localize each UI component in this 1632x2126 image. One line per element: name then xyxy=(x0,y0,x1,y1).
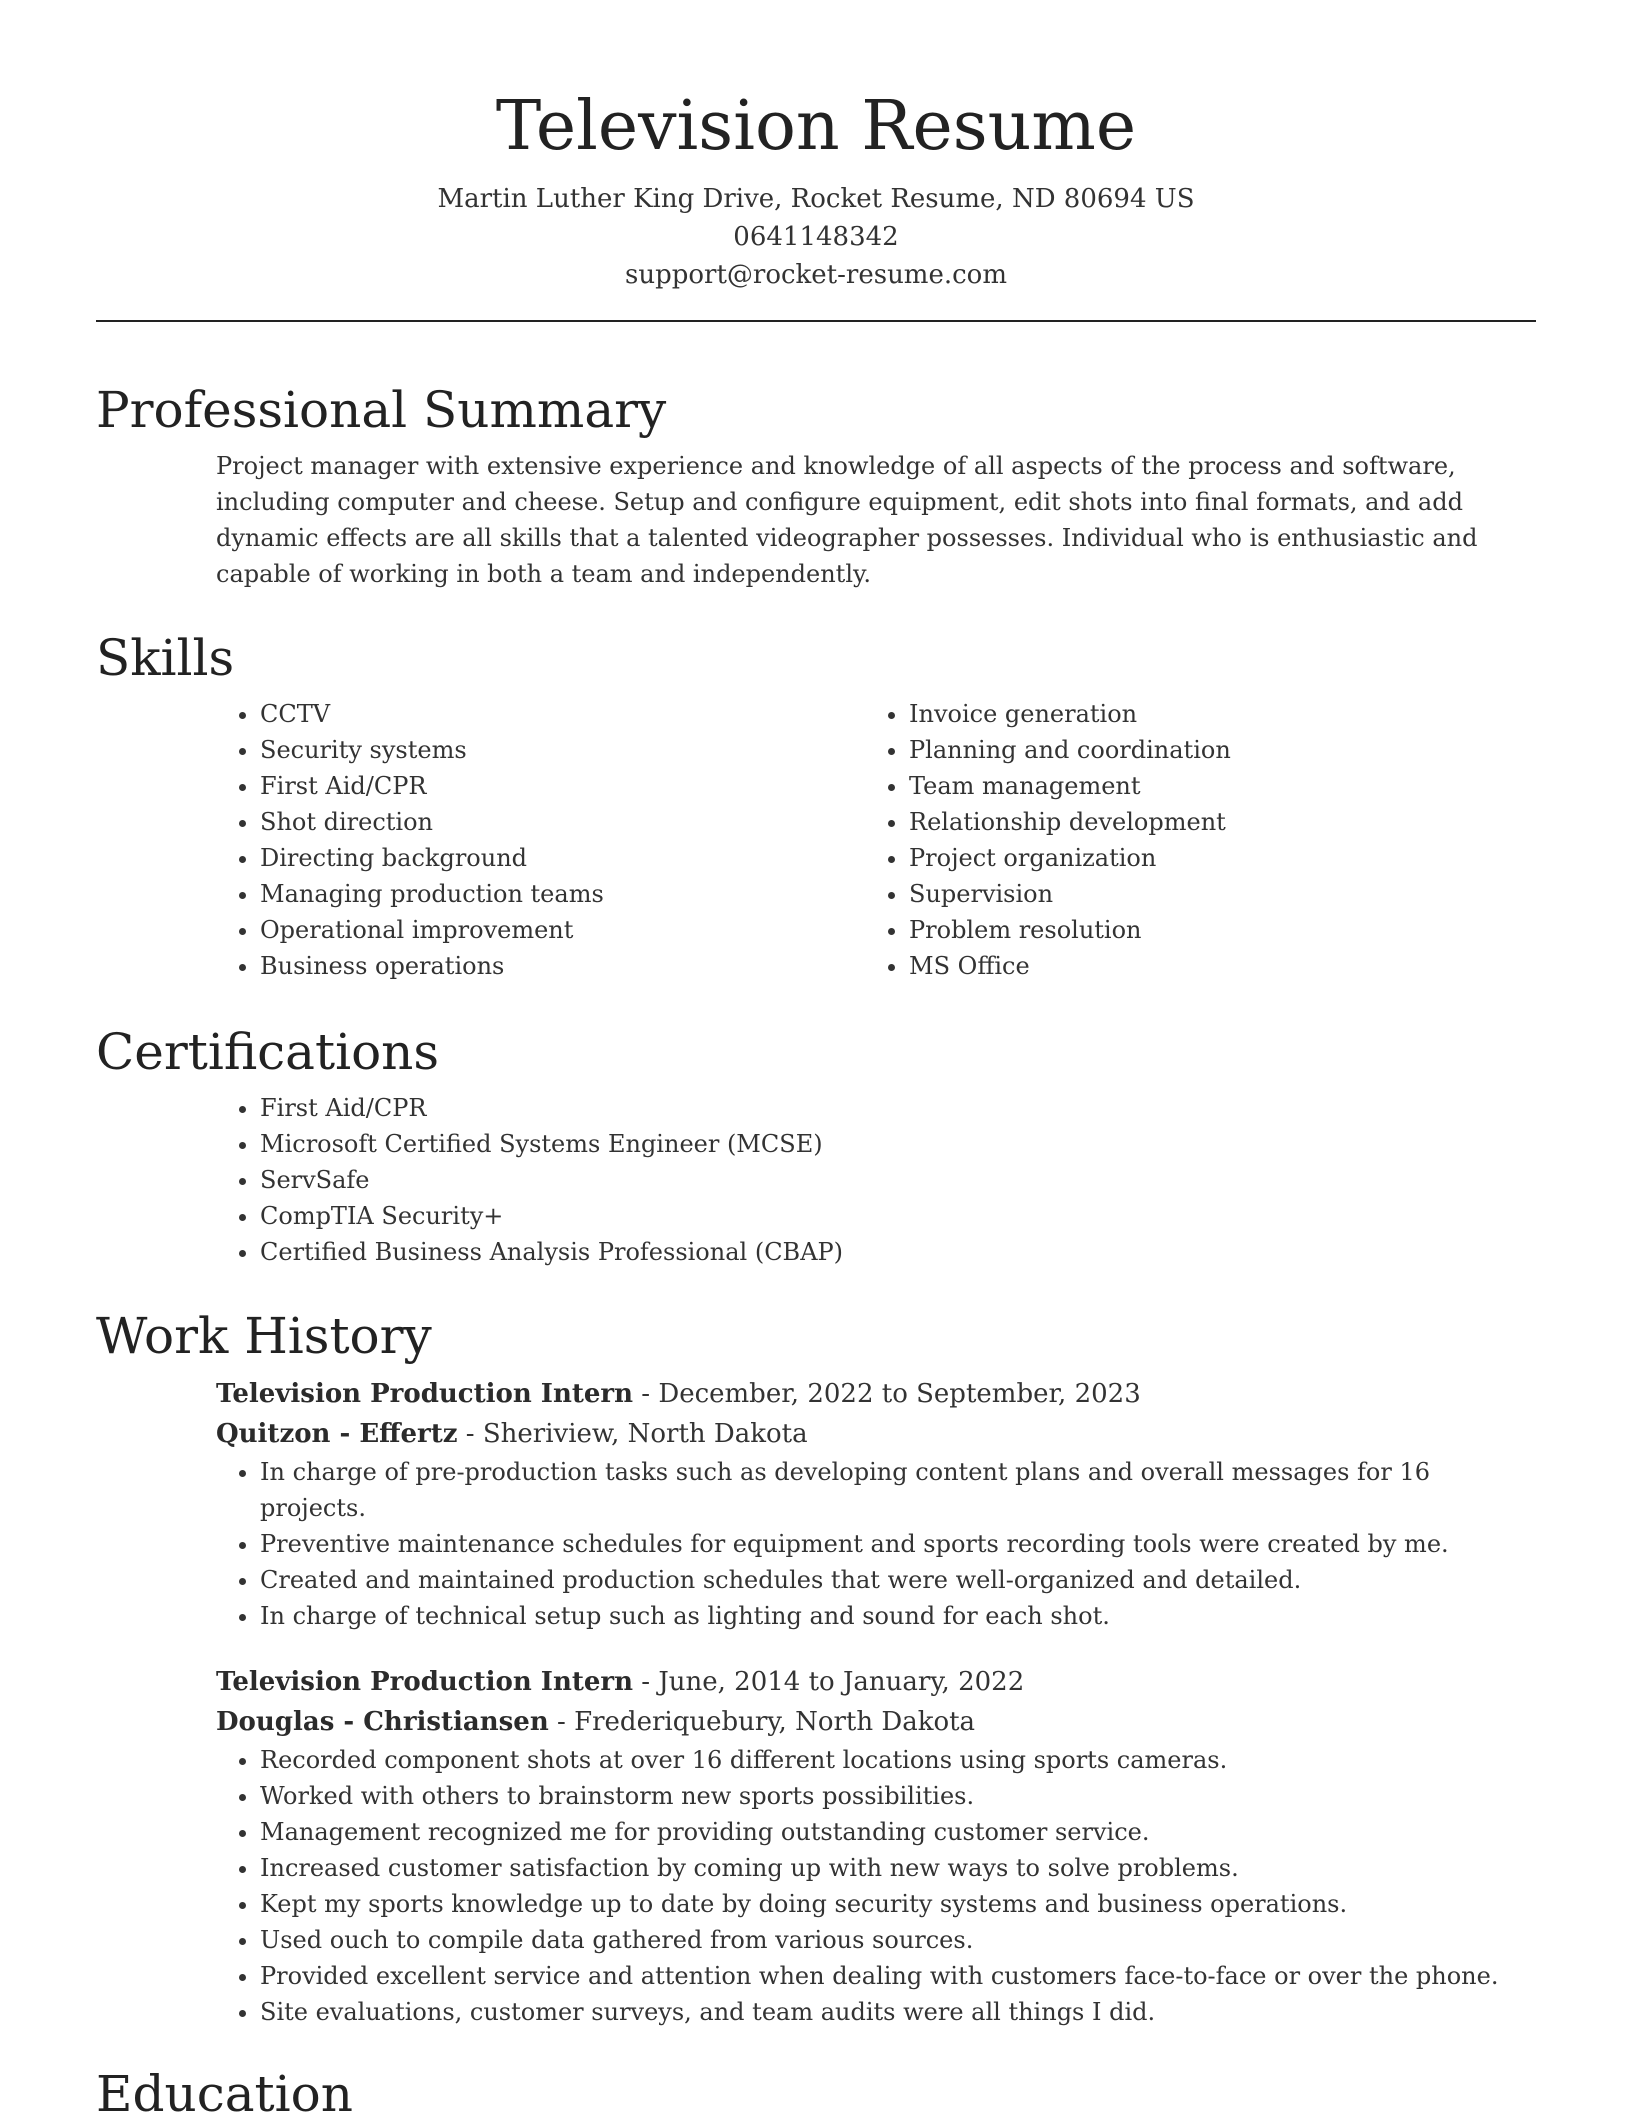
jobs-list xyxy=(96,1374,1536,2030)
certifications-section xyxy=(96,1020,1536,1270)
job-company-line xyxy=(216,1414,1536,1454)
job-bullet: • In charge of technical setup such as lighting and sound for each shot. xyxy=(260,1598,1536,1634)
job-bullet: • Created and maintained production schedules that were well-organized and detailed. xyxy=(260,1562,1536,1598)
job-bullet: • Provided excellent service and attention when dealing with customers face-to-face or over the phone. xyxy=(260,1958,1536,1994)
job-bullet: • Increased customer satisfaction by coming up with new ways to solve problems. xyxy=(260,1850,1536,1886)
job-title-line xyxy=(216,1662,1536,1702)
work-heading: Work History xyxy=(96,1307,432,1365)
job-bullets xyxy=(96,1454,1536,1634)
job-bullet: • Preventive maintenance schedules for equipment and sports recording tools were created by me. xyxy=(260,1526,1536,1562)
certifications-list xyxy=(96,1090,1536,1270)
job-bullet: • Site evaluations, customer surveys, and team audits were all things I did. xyxy=(260,1994,1536,2030)
job-bullet: • Management recognized me for providing outstanding customer service. xyxy=(260,1814,1536,1850)
job-role: Television Production Intern xyxy=(216,1667,634,1697)
skill-item: • First Aid/CPR xyxy=(260,768,745,804)
skill-item: • Problem resolution xyxy=(909,912,1509,948)
skill-item: • Team management xyxy=(909,768,1509,804)
email: support@rocket-resume.com xyxy=(624,260,1007,290)
skills-list-right xyxy=(745,696,1509,984)
skill-item: • Invoice generation xyxy=(909,696,1509,732)
job-company: Douglas - Christiansen xyxy=(216,1707,549,1737)
job-entry xyxy=(96,1662,1536,2030)
job-location: - Sheriview, North Dakota xyxy=(457,1419,808,1449)
job-dates: - June, 2014 to January, 2022 xyxy=(633,1667,1025,1697)
education-section xyxy=(96,2062,1536,2126)
job-company-line xyxy=(216,1702,1536,1742)
phone: 0641148342 xyxy=(733,222,899,252)
resume-page xyxy=(96,0,1536,2123)
certification-item: • CompTIA Security+ xyxy=(260,1198,1536,1234)
skill-item: • Managing production teams xyxy=(260,876,745,912)
summary-section xyxy=(96,378,1536,592)
contact-block xyxy=(96,180,1536,294)
resume-title: Television Resume xyxy=(495,87,1137,166)
job-bullet: • In charge of pre-production tasks such as developing content plans and overall messages for 16 projects. xyxy=(260,1454,1536,1526)
skill-item: • MS Office xyxy=(909,948,1509,984)
skill-item: • Project organization xyxy=(909,840,1509,876)
skills-heading: Skills xyxy=(96,629,235,687)
job-role: Television Production Intern xyxy=(216,1379,634,1409)
certifications-heading: Certifications xyxy=(96,1023,440,1081)
skill-item: • Business operations xyxy=(260,948,745,984)
skill-item: • Supervision xyxy=(909,876,1509,912)
job-bullets xyxy=(96,1742,1536,2030)
certification-item: • ServSafe xyxy=(260,1162,1536,1198)
skills-list-left xyxy=(96,696,745,984)
work-section xyxy=(96,1304,1536,2030)
certification-item: • First Aid/CPR xyxy=(260,1090,1536,1126)
job-bullet: • Used ouch to compile data gathered from various sources. xyxy=(260,1922,1536,1958)
skill-item: • Relationship development xyxy=(909,804,1509,840)
job-company: Quitzon - Effertz xyxy=(216,1419,458,1449)
resume-header xyxy=(96,0,1536,322)
skill-item: • CCTV xyxy=(260,696,745,732)
skills-section xyxy=(96,626,1536,984)
job-location: - Frederiquebury, North Dakota xyxy=(548,1707,976,1737)
job-dates: - December, 2022 to September, 2023 xyxy=(633,1379,1141,1409)
job-bullet: • Recorded component shots at over 16 different locations using sports cameras. xyxy=(260,1742,1536,1778)
header-divider xyxy=(96,320,1536,322)
skill-item: • Planning and coordination xyxy=(909,732,1509,768)
address: Martin Luther King Drive, Rocket Resume, ND 80694 US xyxy=(437,184,1195,214)
summary-text: Project manager with extensive experience and knowledge of all aspects of the process and software, including computer and cheese. Setup and configure equipment, edit shots into final formats, and add dynamic effects are all skills that a talented videographer possesses. Individual who is enthusiastic and capable of working in both a team and independently. xyxy=(216,452,1478,588)
skill-item: • Directing background xyxy=(260,840,745,876)
summary-heading: Professional Summary xyxy=(96,381,667,439)
job-bullet: • Kept my sports knowledge up to date by doing security systems and business operations. xyxy=(260,1886,1536,1922)
job-bullet: • Worked with others to brainstorm new sports possibilities. xyxy=(260,1778,1536,1814)
certification-item: • Certified Business Analysis Professional (CBAP) xyxy=(260,1234,1536,1270)
job-title-line xyxy=(216,1374,1536,1414)
education-heading: Education xyxy=(96,2065,353,2123)
skills-columns xyxy=(96,696,1536,984)
skill-item: • Operational improvement xyxy=(260,912,745,948)
skill-item: • Security systems xyxy=(260,732,745,768)
certification-item: • Microsoft Certified Systems Engineer (MCSE) xyxy=(260,1126,1536,1162)
job-entry xyxy=(96,1374,1536,1634)
skill-item: • Shot direction xyxy=(260,804,745,840)
